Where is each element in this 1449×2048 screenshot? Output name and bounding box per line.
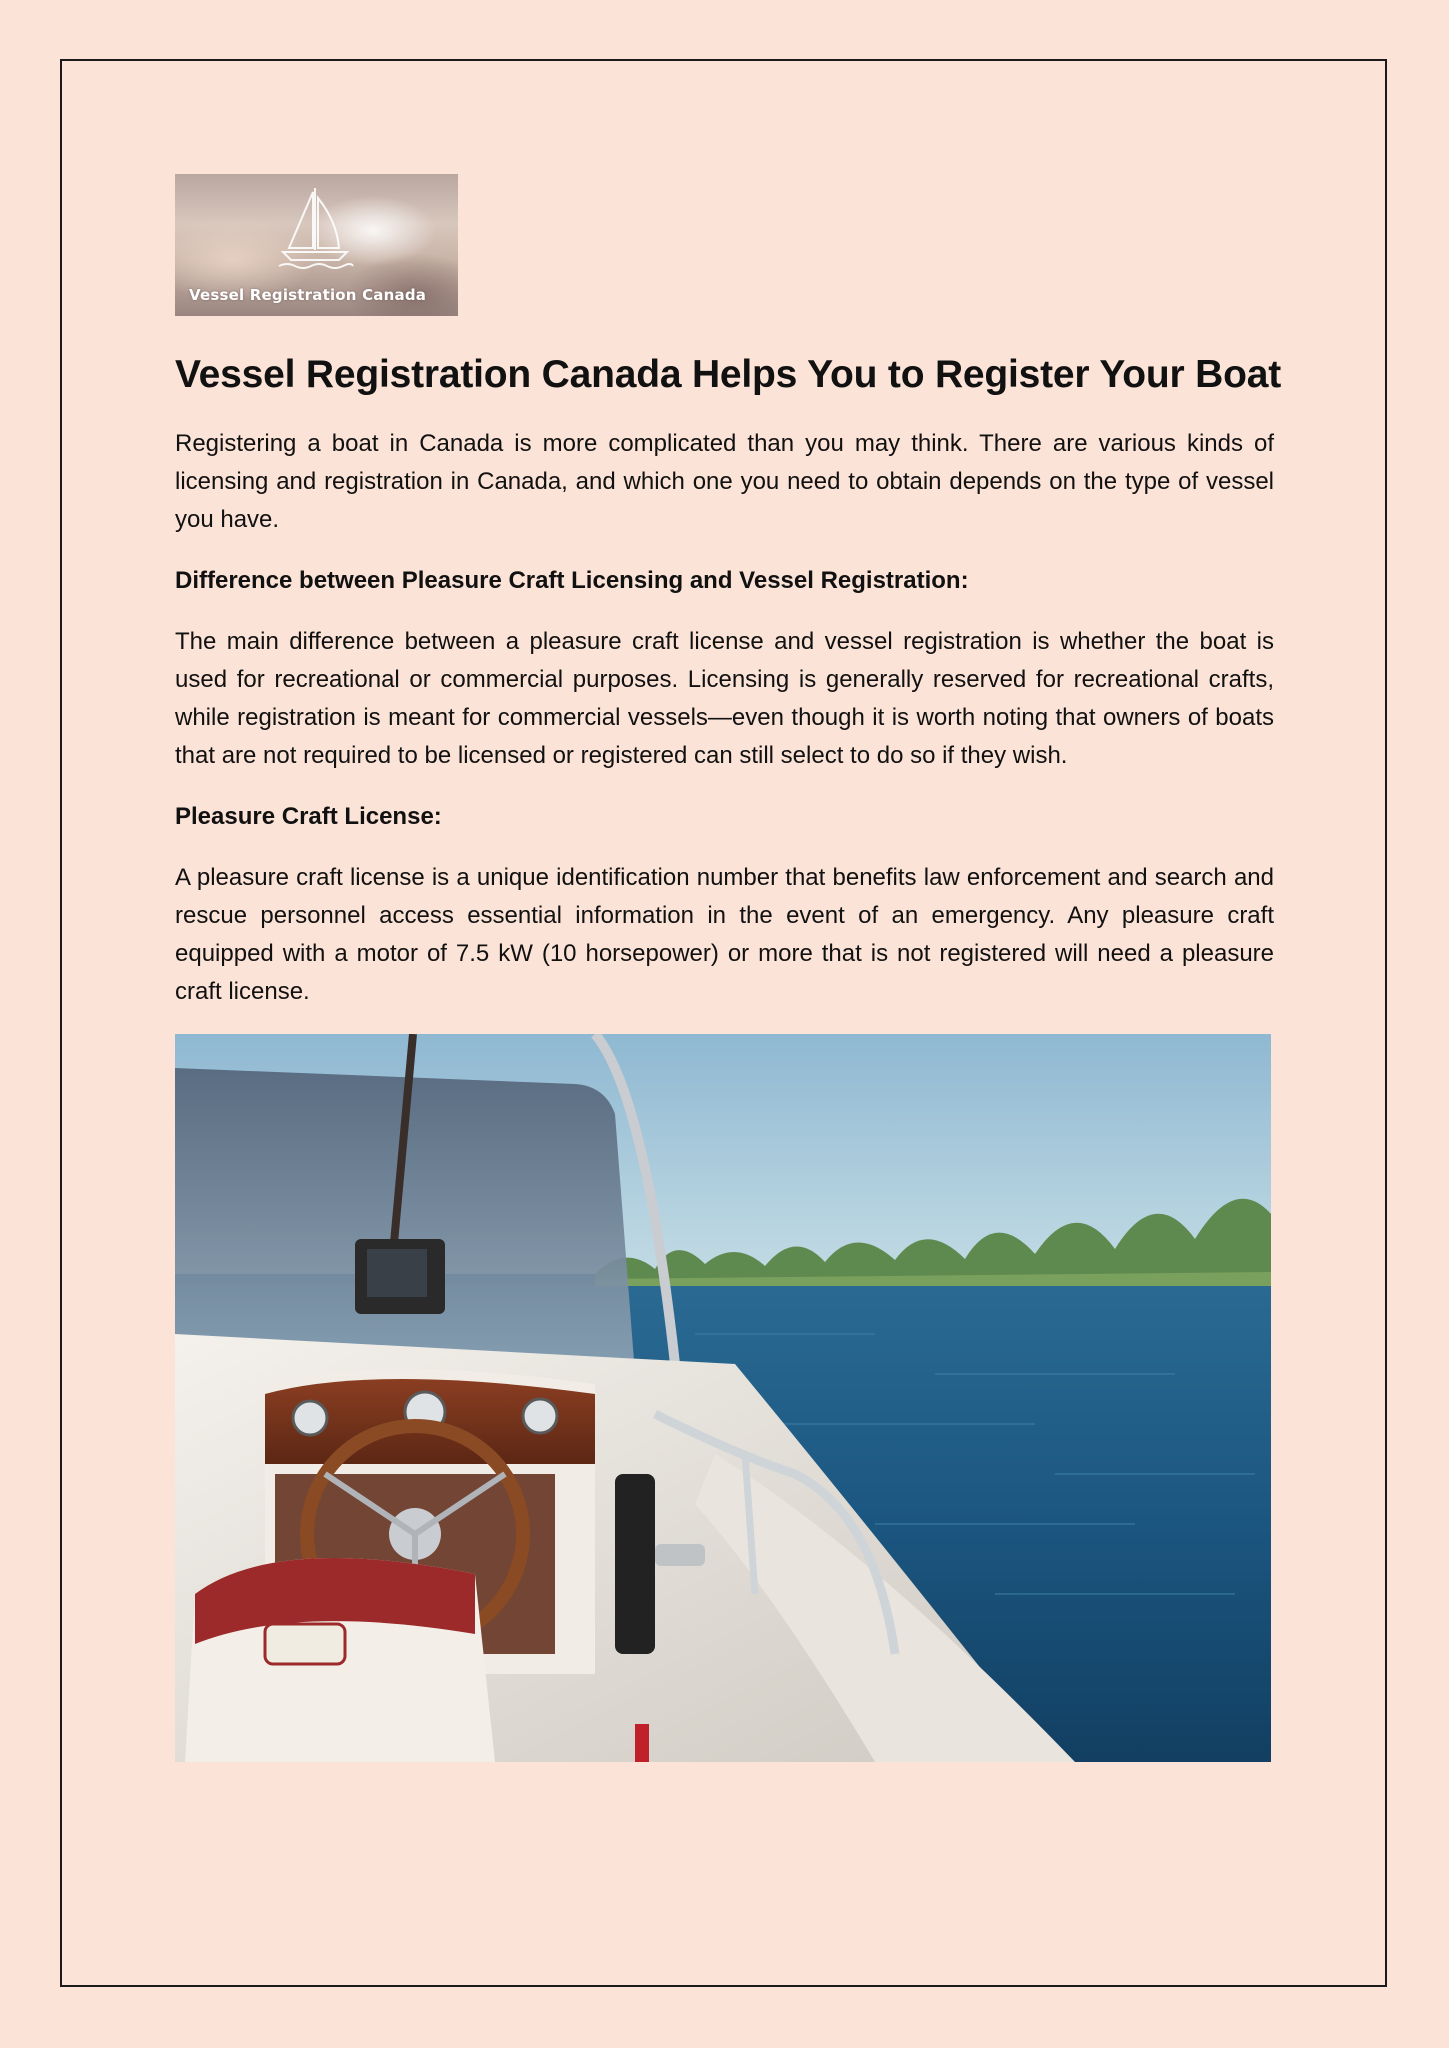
vessel-registration-logo: [175, 174, 458, 316]
section-heading-difference: Difference between Pleasure Craft Licensing and Vessel Registration:: [175, 566, 969, 594]
intro-paragraph: Registering a boat in Canada is more complicated than you may think. There are various kinds of licensing and registration in Canada, and which one you need to obtain depends on the type of vessel you have.: [175, 429, 1274, 533]
pleasure-craft-license-paragraph: A pleasure craft license is a unique identification number that benefits law enforcement and search and rescue personnel access essential information in the event of an emergency. Any pleasure craft equipped with a motor of 7.5 kW (10 horsepower) or more that is not registered will need a pleasure craft license.: [175, 863, 1274, 1005]
page-title: Vessel Registration Canada Helps You to Register Your Boat: [175, 353, 1281, 396]
sailboat-icon: [275, 182, 355, 272]
boat-photo: [175, 1034, 1271, 1762]
document-content: [175, 174, 1281, 1762]
logo-text: Vessel Registration Canada: [189, 286, 427, 304]
boat-illustration: [175, 1034, 1271, 1762]
difference-paragraph: The main difference between a pleasure craft license and vessel registration is whether the boat is used for recreational or commercial purposes. Licensing is generally reserved for recreational crafts, while registration is meant for commercial vessels—even though it is worth noting that owners of boats that are not required to be licensed or registered can still select to do so if they wish.: [175, 627, 1274, 769]
section-heading-pleasure-craft-license: Pleasure Craft License:: [175, 802, 442, 830]
